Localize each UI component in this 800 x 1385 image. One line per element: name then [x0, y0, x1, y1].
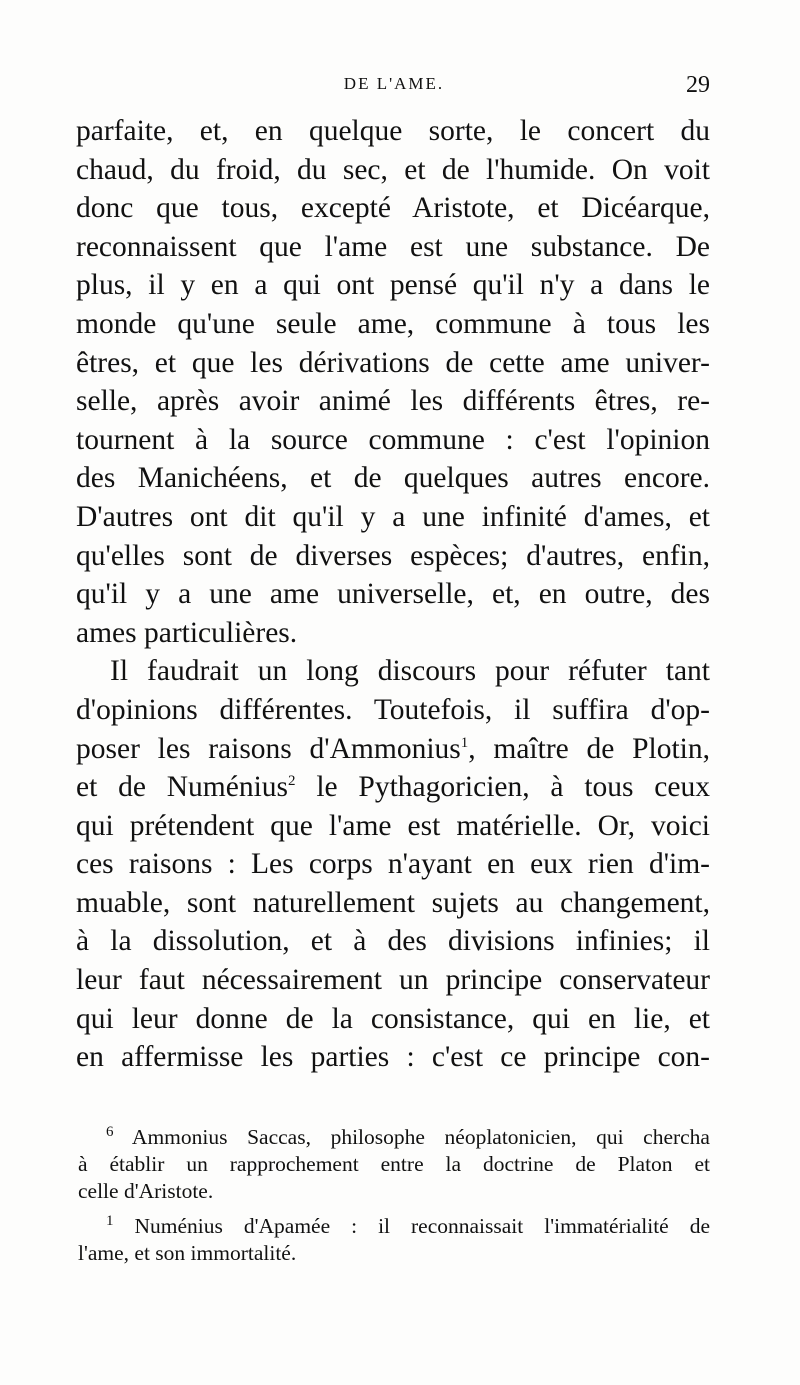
text-line: D'autres ont dit qu'il y a une infinité d'ames, et [76, 500, 710, 533]
text-line [76, 730, 710, 769]
text-line: tournent à la source commune : c'est l'opinion [76, 423, 710, 456]
running-title: DE L'AME. [343, 74, 445, 93]
footnote-line: celle d'Aristote. [78, 1179, 214, 1203]
text-line: parfaite, et, en quelque sorte, le concert du [76, 115, 710, 147]
text-line: donc que tous, excepté Aristote, et Dicéarque, [76, 192, 710, 225]
text-line: Il faudrait un long discours pour réfuter tant [110, 655, 710, 688]
footnote [78, 1124, 710, 1205]
text-segment: et de Numénius [76, 771, 289, 804]
body-text [76, 112, 710, 1077]
footnote-line [78, 1124, 710, 1151]
text-line: muable, sont naturellement sujets au changement, [76, 886, 710, 919]
footnote-marker: 6 [106, 1123, 114, 1140]
text-segment: poser les raisons d'Ammonius [76, 732, 461, 765]
footnote-line [78, 1213, 710, 1240]
text-line: selle, après avoir animé les différents êtres, re- [76, 385, 710, 418]
footnote-marker: 1 [106, 1212, 114, 1229]
page-number: 29 [686, 72, 710, 98]
footnote-line: l'ame, et son immortalité. [78, 1241, 297, 1265]
footnote-line: à établir un rapprochement entre la doctrine de Platon et [78, 1152, 710, 1176]
text-line: plus, il y en a qui ont pensé qu'il n'y a dans le [76, 269, 710, 302]
text-line: ames particulières. [76, 616, 298, 649]
text-line: qui prétendent que l'ame est matérielle. Or, voici [76, 809, 710, 842]
text-line: qu'elles sont de diverses espèces; d'autres, enfin, [76, 539, 710, 572]
footnote [78, 1213, 710, 1267]
paragraph-2 [76, 652, 710, 1077]
text-line: ces raisons : Les corps n'ayant en eux rien d'im- [76, 848, 710, 881]
text-line: êtres, et que les dérivations de cette ame univer- [76, 346, 710, 379]
footnote-reference[interactable]: 2 [288, 773, 296, 790]
text-segment: , maître de Plotin, [468, 732, 710, 765]
footnotes [78, 1124, 710, 1275]
text-line: à la dissolution, et à des divisions infinies; il [76, 925, 710, 958]
text-segment: Numénius d'Apamée : il reconnaissait l'immatérialité de [134, 1214, 710, 1238]
text-line [76, 768, 710, 807]
text-line: qu'il y a une ame universelle, et, en outre, des [76, 578, 710, 611]
text-line: monde qu'une seule ame, commune à tous les [76, 307, 710, 340]
text-line: qui leur donne de la consistance, qui en lie, et [76, 1002, 710, 1035]
text-segment: Ammonius Saccas, philosophe néoplatonicien, qui chercha [131, 1125, 710, 1149]
text-line: chaud, du froid, du sec, et de l'humide. On voit [76, 153, 710, 186]
text-line: des Manichéens, et de quelques autres encore. [76, 462, 710, 495]
text-line: en affermisse les parties : c'est ce principe con- [76, 1041, 710, 1074]
paragraph-1 [76, 112, 710, 652]
running-head [78, 74, 710, 100]
text-segment: le Pythagoricien, à tous ceux [295, 771, 710, 804]
footnote-reference[interactable]: 1 [460, 734, 469, 751]
text-line: d'opinions différentes. Toutefois, il suffira d'op- [76, 693, 710, 726]
text-line: leur faut nécessairement un principe conservateur [76, 964, 710, 997]
text-line: reconnaissent que l'ame est une substance. De [76, 230, 710, 263]
